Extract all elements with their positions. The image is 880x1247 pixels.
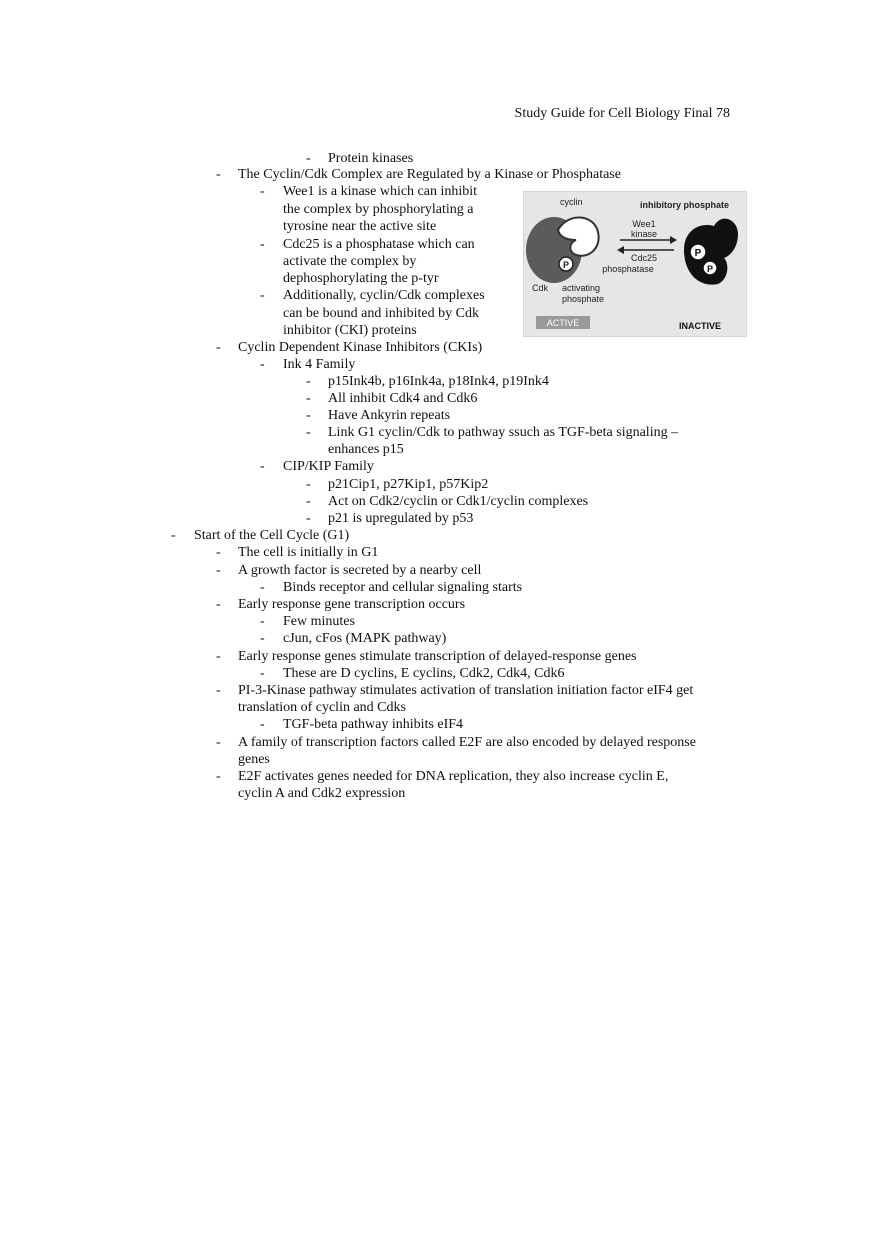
cyclin-label: cyclin [560,197,583,207]
outline-line: cyclin A and Cdk2 expression [238,786,406,801]
phosphate-label: P [694,248,702,259]
bullet-dash: - [216,340,221,355]
outline-line: p15Ink4b, p16Ink4a, p18Ink4, p19Ink4 [328,374,549,389]
bullet-dash: - [216,735,221,750]
page-header: Study Guide for Cell Biology Final 78 [514,106,730,121]
forward-arrow-head [670,236,677,244]
bullet-dash: - [306,511,311,526]
outline-line: Additionally, cyclin/Cdk complexes [283,288,485,303]
bullet-dash: - [260,184,265,199]
bullet-dash: - [260,631,265,646]
bullet-dash: - [216,545,221,560]
outline-line: The Cyclin/Cdk Complex are Regulated by a Kinase or Phosphatase [238,167,621,182]
outline-line: can be bound and inhibited by Cdk [283,306,479,321]
inhibitory-phosphate-label: inhibitory phosphate [640,200,729,210]
bullet-dash: - [260,666,265,681]
bullet-dash: - [216,683,221,698]
outline-line: E2F activates genes needed for DNA replication, they also increase cyclin E, [238,769,669,784]
kinase-label: kinase [630,229,658,239]
phosphate-word-label: phosphate [562,294,605,304]
phosphate-label: P [706,264,714,274]
outline-line: Cyclin Dependent Kinase Inhibitors (CKIs) [238,340,483,355]
outline-line: inhibitor (CKI) proteins [283,323,417,338]
bullet-dash: - [306,477,311,492]
outline-line: TGF-beta pathway inhibits eIF4 [283,717,464,732]
bullet-dash: - [260,580,265,595]
phosphatase-label: phosphatase [602,264,654,274]
outline-line: Act on Cdk2/cyclin or Cdk1/cyclin complexes [328,494,589,509]
outline-line: All inhibit Cdk4 and Cdk6 [328,391,478,406]
bullet-dash: - [216,597,221,612]
outline-line: CIP/KIP Family [283,459,374,474]
cdc25-label: Cdc25 [630,253,658,263]
bullet-dash: - [306,391,311,406]
bullet-dash: - [260,717,265,732]
cdk-label: Cdk [532,283,549,293]
bullet-dash: - [216,649,221,664]
cyclin-cdk-diagram [524,192,746,336]
activating-label: activating [562,283,601,293]
outline-line: Wee1 is a kinase which can inhibit [283,184,478,199]
reverse-arrow-head [617,246,624,254]
outline-line: These are D cyclins, E cyclins, Cdk2, Cdk4, Cdk6 [283,666,565,681]
bullet-dash: - [260,459,265,474]
outline-line: Early response genes stimulate transcription of delayed-response genes [238,649,637,664]
wee1-label: Wee1 [632,219,656,229]
outline-line: translation of cyclin and Cdks [238,700,406,715]
outline-line: activate the complex by [283,254,417,269]
phosphate-label: P [562,260,570,270]
outline-line: p21Cip1, p27Kip1, p57Kip2 [328,477,489,492]
inactive-label: INACTIVE [678,321,722,331]
outline-line: the complex by phosphorylating a [283,202,474,217]
bullet-dash: - [216,769,221,784]
outline-line: tyrosine near the active site [283,219,437,234]
bullet-dash: - [260,237,265,252]
outline-line: Binds receptor and cellular signaling starts [283,580,523,595]
outline-line: The cell is initially in G1 [238,545,379,560]
outline-line: Start of the Cell Cycle (G1) [194,528,350,543]
outline-line: p21 is upregulated by p53 [328,511,474,526]
outline-line: dephosphorylating the p-tyr [283,271,439,286]
outline-line: enhances p15 [328,442,404,457]
bullet-dash: - [171,528,176,543]
bullet-dash: - [216,563,221,578]
bullet-dash: - [306,494,311,509]
outline-line: Ink 4 Family [283,357,356,372]
cyclin-cdk-figure [523,191,747,337]
outline-line: Protein kinases [328,151,414,166]
outline-line: Link G1 cyclin/Cdk to pathway ssuch as TGF-beta signaling – [328,425,679,440]
bullet-dash: - [306,151,311,166]
active-label: ACTIVE [546,318,580,328]
outline-line: Cdc25 is a phosphatase which can [283,237,475,252]
outline-line: A growth factor is secreted by a nearby cell [238,563,482,578]
bullet-dash: - [260,357,265,372]
outline-line: Few minutes [283,614,355,629]
outline-line: PI-3-Kinase pathway stimulates activation of translation initiation factor eIF4 get [238,683,694,698]
outline-line: cJun, cFos (MAPK pathway) [283,631,447,646]
outline-line: Have Ankyrin repeats [328,408,451,423]
outline-line: genes [238,752,270,767]
bullet-dash: - [260,288,265,303]
bullet-dash: - [216,167,221,182]
outline-line: Early response gene transcription occurs [238,597,466,612]
bullet-dash: - [260,614,265,629]
bullet-dash: - [306,425,311,440]
outline-line: A family of transcription factors called E2F are also encoded by delayed response [238,735,696,750]
bullet-dash: - [306,374,311,389]
bullet-dash: - [306,408,311,423]
